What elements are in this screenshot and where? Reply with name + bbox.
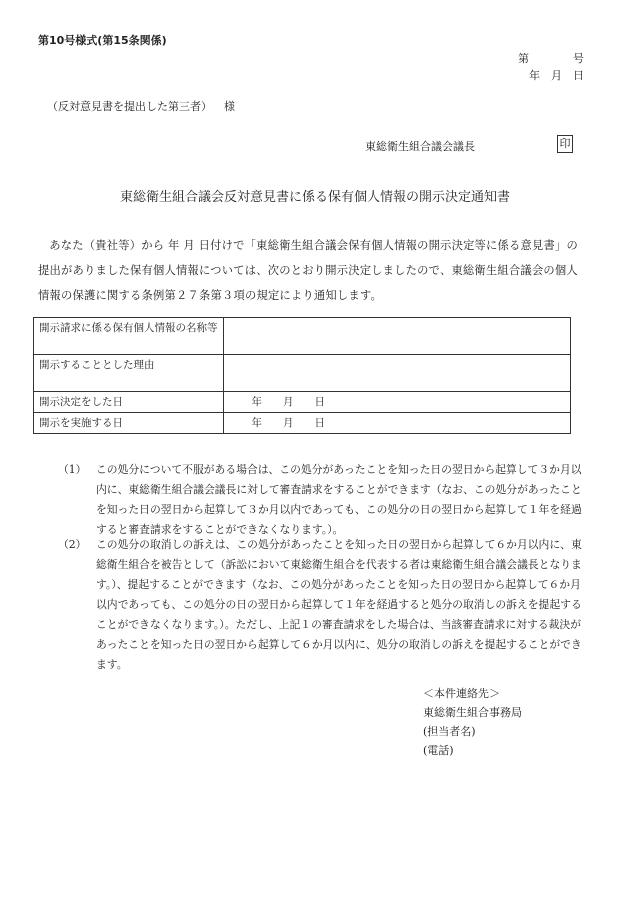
note-number: （1）: [58, 463, 87, 476]
document-date: 年 月 日: [529, 69, 584, 82]
table-row: [34, 318, 571, 355]
addressee-honorific: 様: [224, 100, 235, 113]
table-row: [34, 413, 571, 434]
table-value: [223, 318, 571, 355]
body-paragraph: あなた（貴社等）から 年 月 日付けで「東総衛生組合議会保有個人情報の開示決定等に係る意見書」の提出がありました保有個人情報については、次のとおり開示決定しましたので、東総衛生組合議会の個人情報の保護に関する条例第２７条第３項の規定により通知します。: [38, 239, 579, 302]
note-number: （2）: [58, 538, 87, 551]
seal-box: 印: [557, 135, 573, 153]
table-row: [34, 355, 571, 392]
addressee: [47, 98, 235, 114]
note-text: この処分について不服がある場合は、この処分があったことを知った日の翌日から起算して３か月以内に、東総衛生組合議会議長に対して審査請求をすることができます（なお、この処分があったことを知った日の翌日から起算して３か月以内であっても、この処分の日の翌日から起算して１年を経過すると審査請求をすることができなくなります。）。: [96, 463, 582, 536]
note-item: [58, 460, 588, 540]
note-text: この処分の取消しの訴えは、この処分があったことを知った日の翌日から起算して６か月以内に、東総衛生組合を被告として（訴訟において東総衛生組合を代表する者は東総衛生組合議会議長となります。）、提起することができます（なお、この処分があったことを知った日の翌日から起算して６か月以内であっても、この処分の日の翌日から起算して１年を経過すると処分の取消しの訴えを提起することができなくなります。）。ただし、上記１の審査請求をした場合は、当該審査請求に対する裁決があったことを知った日の翌日から起算して６か月以内に、処分の取消しの訴えを提起することができます。: [96, 538, 582, 671]
table-row: [34, 392, 571, 413]
table-value: 年 月 日: [223, 392, 571, 413]
contact-office: 東総衛生組合事務局: [423, 706, 522, 719]
table-label: 開示を実施する日: [34, 413, 224, 434]
table-value: [223, 355, 571, 392]
document-number: 第 号: [518, 52, 584, 65]
sender-title: 東総衛生組合議会議長: [365, 140, 475, 153]
contact-block: [423, 684, 522, 760]
addressee-name: （反対意見書を提出した第三者）: [47, 100, 212, 113]
table-label: 開示決定をした日: [34, 392, 224, 413]
note-item: [58, 535, 588, 675]
table-value: 年 月 日: [223, 413, 571, 434]
table-label: 開示請求に係る保有個人情報の名称等: [34, 318, 224, 355]
info-table: [33, 317, 571, 434]
form-number: 第10号様式(第15条関係): [38, 34, 167, 47]
contact-heading: ＜本件連絡先＞: [423, 687, 500, 700]
contact-person: (担当者名): [423, 725, 476, 738]
contact-phone: (電話): [423, 744, 454, 757]
table-label: 開示することとした理由: [34, 355, 224, 392]
document-title: 東総衛生組合議会反対意見書に係る保有個人情報の開示決定通知書: [119, 190, 510, 205]
